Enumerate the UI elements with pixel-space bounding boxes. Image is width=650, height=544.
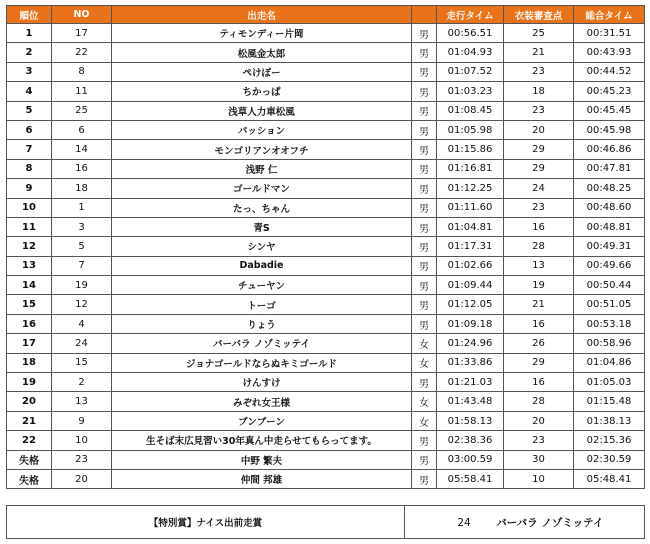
cell-gender: 男 — [412, 276, 437, 295]
cell-costume-score: 19 — [504, 276, 574, 295]
cell-total-time: 00:45.98 — [574, 120, 645, 139]
cell-costume-score: 10 — [504, 469, 574, 488]
cell-rank: 21 — [7, 411, 52, 430]
cell-no: 18 — [52, 179, 112, 198]
cell-costume-score: 29 — [504, 353, 574, 372]
cell-rank: 6 — [7, 120, 52, 139]
cell-run-time: 01:17.31 — [437, 237, 504, 256]
cell-name: トーゴ — [112, 295, 412, 314]
cell-name: バーバラ ノゾミッテイ — [112, 334, 412, 353]
cell-no: 25 — [52, 101, 112, 120]
cell-total-time: 05:48.41 — [574, 469, 645, 488]
cell-rank: 13 — [7, 256, 52, 275]
cell-no: 13 — [52, 392, 112, 411]
cell-total-time: 00:48.60 — [574, 198, 645, 217]
cell-rank: 16 — [7, 314, 52, 333]
cell-total-time: 00:48.25 — [574, 179, 645, 198]
table-row — [7, 314, 645, 333]
cell-costume-score: 21 — [504, 295, 574, 314]
cell-costume-score: 26 — [504, 334, 574, 353]
cell-no: 20 — [52, 469, 112, 488]
cell-total-time: 00:45.45 — [574, 101, 645, 120]
cell-name: 中野 繁夫 — [112, 450, 412, 469]
header-costume-score: 衣装審査点 — [504, 6, 574, 24]
cell-total-time: 00:31.51 — [574, 24, 645, 43]
cell-name: パッション — [112, 120, 412, 139]
cell-run-time: 01:02.66 — [437, 256, 504, 275]
table-row — [7, 276, 645, 295]
header-row — [7, 6, 645, 24]
cell-gender: 男 — [412, 82, 437, 101]
cell-gender: 男 — [412, 295, 437, 314]
table-row — [7, 120, 645, 139]
cell-gender: 男 — [412, 120, 437, 139]
cell-run-time: 01:58.13 — [437, 411, 504, 430]
cell-no: 7 — [52, 256, 112, 275]
cell-name: 浅草人力車松風 — [112, 101, 412, 120]
cell-no: 23 — [52, 450, 112, 469]
cell-run-time: 01:12.25 — [437, 179, 504, 198]
cell-no: 4 — [52, 314, 112, 333]
table-row — [7, 43, 645, 62]
cell-run-time: 01:11.60 — [437, 198, 504, 217]
cell-run-time: 01:12.05 — [437, 295, 504, 314]
cell-costume-score: 28 — [504, 237, 574, 256]
cell-run-time: 01:09.18 — [437, 314, 504, 333]
header-run-time: 走行タイム — [437, 6, 504, 24]
cell-run-time: 01:05.98 — [437, 120, 504, 139]
cell-total-time: 00:44.52 — [574, 62, 645, 81]
cell-costume-score: 25 — [504, 24, 574, 43]
cell-gender: 女 — [412, 392, 437, 411]
cell-name: りょう — [112, 314, 412, 333]
cell-run-time: 00:56.51 — [437, 24, 504, 43]
cell-no: 3 — [52, 217, 112, 236]
cell-costume-score: 23 — [504, 101, 574, 120]
cell-rank: 17 — [7, 334, 52, 353]
cell-gender: 男 — [412, 450, 437, 469]
cell-gender: 男 — [412, 314, 437, 333]
cell-gender: 男 — [412, 24, 437, 43]
cell-costume-score: 21 — [504, 43, 574, 62]
cell-gender: 女 — [412, 334, 437, 353]
cell-run-time: 01:04.93 — [437, 43, 504, 62]
cell-name: シンヤ — [112, 237, 412, 256]
cell-no: 12 — [52, 295, 112, 314]
cell-gender: 男 — [412, 237, 437, 256]
cell-rank: 18 — [7, 353, 52, 372]
cell-costume-score: 23 — [504, 62, 574, 81]
cell-total-time: 01:15.48 — [574, 392, 645, 411]
cell-total-time: 00:51.05 — [574, 295, 645, 314]
cell-no: 19 — [52, 276, 112, 295]
cell-costume-score: 18 — [504, 82, 574, 101]
cell-total-time: 00:50.44 — [574, 276, 645, 295]
cell-rank: 9 — [7, 179, 52, 198]
cell-gender: 男 — [412, 101, 437, 120]
table-row — [7, 256, 645, 275]
special-award-table — [6, 505, 645, 539]
cell-total-time: 00:49.31 — [574, 237, 645, 256]
cell-rank: 15 — [7, 295, 52, 314]
cell-total-time: 01:04.86 — [574, 353, 645, 372]
cell-name: 松風金太郎 — [112, 43, 412, 62]
cell-name: 生そば末広見習い30年真ん中走らせてもらってます。 — [112, 431, 412, 450]
cell-total-time: 02:30.59 — [574, 450, 645, 469]
table-row — [7, 431, 645, 450]
cell-rank: 22 — [7, 431, 52, 450]
cell-rank: 12 — [7, 237, 52, 256]
cell-gender: 男 — [412, 373, 437, 392]
cell-name: ゴールドマン — [112, 179, 412, 198]
cell-run-time: 05:58.41 — [437, 469, 504, 488]
cell-name: 青S — [112, 217, 412, 236]
cell-total-time: 00:58.96 — [574, 334, 645, 353]
cell-gender: 男 — [412, 256, 437, 275]
cell-gender: 男 — [412, 43, 437, 62]
cell-name: ジョナゴールドならぬキミゴールド — [112, 353, 412, 372]
cell-gender: 男 — [412, 62, 437, 81]
cell-rank: 2 — [7, 43, 52, 62]
table-row — [7, 411, 645, 430]
table-row — [7, 179, 645, 198]
cell-costume-score: 23 — [504, 198, 574, 217]
cell-name: ぺけぽー — [112, 62, 412, 81]
cell-costume-score: 16 — [504, 217, 574, 236]
table-row — [7, 82, 645, 101]
cell-name: モンゴリアンオオフチ — [112, 140, 412, 159]
cell-total-time: 00:48.81 — [574, 217, 645, 236]
cell-costume-score: 29 — [504, 159, 574, 178]
cell-costume-score: 29 — [504, 140, 574, 159]
table-row — [7, 373, 645, 392]
cell-run-time: 01:04.81 — [437, 217, 504, 236]
cell-run-time: 01:43.48 — [437, 392, 504, 411]
cell-total-time: 01:05.03 — [574, 373, 645, 392]
cell-total-time: 00:45.23 — [574, 82, 645, 101]
cell-run-time: 01:15.86 — [437, 140, 504, 159]
cell-rank: 4 — [7, 82, 52, 101]
cell-run-time: 01:16.81 — [437, 159, 504, 178]
cell-no: 8 — [52, 62, 112, 81]
cell-name: ブンブーン — [112, 411, 412, 430]
cell-run-time: 01:24.96 — [437, 334, 504, 353]
table-row — [7, 24, 645, 43]
cell-no: 22 — [52, 43, 112, 62]
table-row — [7, 62, 645, 81]
table-row — [7, 101, 645, 120]
cell-rank: 失格 — [7, 450, 52, 469]
cell-gender: 男 — [412, 179, 437, 198]
cell-name: たっ、ちゃん — [112, 198, 412, 217]
cell-total-time: 02:15.36 — [574, 431, 645, 450]
cell-rank: 3 — [7, 62, 52, 81]
cell-name: チューヤン — [112, 276, 412, 295]
cell-gender: 女 — [412, 411, 437, 430]
cell-no: 5 — [52, 237, 112, 256]
special-award-no: 24 — [457, 516, 471, 529]
cell-name: けんすけ — [112, 373, 412, 392]
cell-run-time: 01:08.45 — [437, 101, 504, 120]
cell-costume-score: 23 — [504, 431, 574, 450]
table-row — [7, 198, 645, 217]
cell-total-time: 00:46.86 — [574, 140, 645, 159]
cell-rank: 14 — [7, 276, 52, 295]
cell-gender: 男 — [412, 140, 437, 159]
header-total-time: 総合タイム — [574, 6, 645, 24]
cell-costume-score: 20 — [504, 120, 574, 139]
cell-no: 10 — [52, 431, 112, 450]
cell-no: 9 — [52, 411, 112, 430]
cell-costume-score: 24 — [504, 179, 574, 198]
cell-no: 14 — [52, 140, 112, 159]
cell-no: 2 — [52, 373, 112, 392]
cell-total-time: 01:38.13 — [574, 411, 645, 430]
cell-run-time: 02:38.36 — [437, 431, 504, 450]
cell-costume-score: 16 — [504, 373, 574, 392]
cell-run-time: 01:09.44 — [437, 276, 504, 295]
cell-run-time: 01:07.52 — [437, 62, 504, 81]
cell-no: 15 — [52, 353, 112, 372]
cell-name: みぞれ女王様 — [112, 392, 412, 411]
cell-run-time: 03:00.59 — [437, 450, 504, 469]
cell-costume-score: 13 — [504, 256, 574, 275]
cell-run-time: 01:03.23 — [437, 82, 504, 101]
cell-total-time: 00:49.66 — [574, 256, 645, 275]
table-row — [7, 140, 645, 159]
cell-costume-score: 16 — [504, 314, 574, 333]
cell-rank: 20 — [7, 392, 52, 411]
cell-rank: 5 — [7, 101, 52, 120]
cell-name: ティモンディー片岡 — [112, 24, 412, 43]
cell-rank: 1 — [7, 24, 52, 43]
cell-run-time: 01:21.03 — [437, 373, 504, 392]
table-row — [7, 295, 645, 314]
cell-total-time: 00:47.81 — [574, 159, 645, 178]
cell-no: 1 — [52, 198, 112, 217]
special-award-label: 【特別賞】ナイス出前走賞 — [7, 506, 405, 539]
cell-name: ちかっぱ — [112, 82, 412, 101]
cell-rank: 11 — [7, 217, 52, 236]
header-no: NO — [52, 6, 112, 24]
table-row — [7, 159, 645, 178]
cell-gender: 男 — [412, 159, 437, 178]
cell-rank: 7 — [7, 140, 52, 159]
special-award-row — [7, 506, 645, 539]
cell-rank: 失格 — [7, 469, 52, 488]
cell-gender: 男 — [412, 198, 437, 217]
table-row — [7, 217, 645, 236]
cell-no: 6 — [52, 120, 112, 139]
cell-gender: 男 — [412, 469, 437, 488]
cell-costume-score: 30 — [504, 450, 574, 469]
cell-name: 浅野 仁 — [112, 159, 412, 178]
header-name: 出走名 — [112, 6, 412, 24]
special-award-name: バーバラ ノゾミッテイ — [496, 516, 604, 529]
cell-rank: 8 — [7, 159, 52, 178]
cell-total-time: 00:53.18 — [574, 314, 645, 333]
cell-run-time: 01:33.86 — [437, 353, 504, 372]
cell-gender: 男 — [412, 431, 437, 450]
table-row — [7, 450, 645, 469]
cell-rank: 19 — [7, 373, 52, 392]
table-row — [7, 353, 645, 372]
cell-costume-score: 28 — [504, 392, 574, 411]
header-rank: 順位 — [7, 6, 52, 24]
cell-costume-score: 20 — [504, 411, 574, 430]
cell-no: 17 — [52, 24, 112, 43]
cell-gender: 女 — [412, 353, 437, 372]
table-row — [7, 469, 645, 488]
table-row — [7, 334, 645, 353]
cell-no: 11 — [52, 82, 112, 101]
cell-total-time: 00:43.93 — [574, 43, 645, 62]
cell-no: 24 — [52, 334, 112, 353]
cell-rank: 10 — [7, 198, 52, 217]
cell-gender: 男 — [412, 217, 437, 236]
special-award-winner — [405, 506, 645, 539]
cell-name: 仲間 邦雄 — [112, 469, 412, 488]
cell-no: 16 — [52, 159, 112, 178]
cell-name: Dabadie — [112, 256, 412, 275]
results-table — [6, 5, 645, 489]
table-row — [7, 392, 645, 411]
header-gender — [412, 6, 437, 24]
table-row — [7, 237, 645, 256]
